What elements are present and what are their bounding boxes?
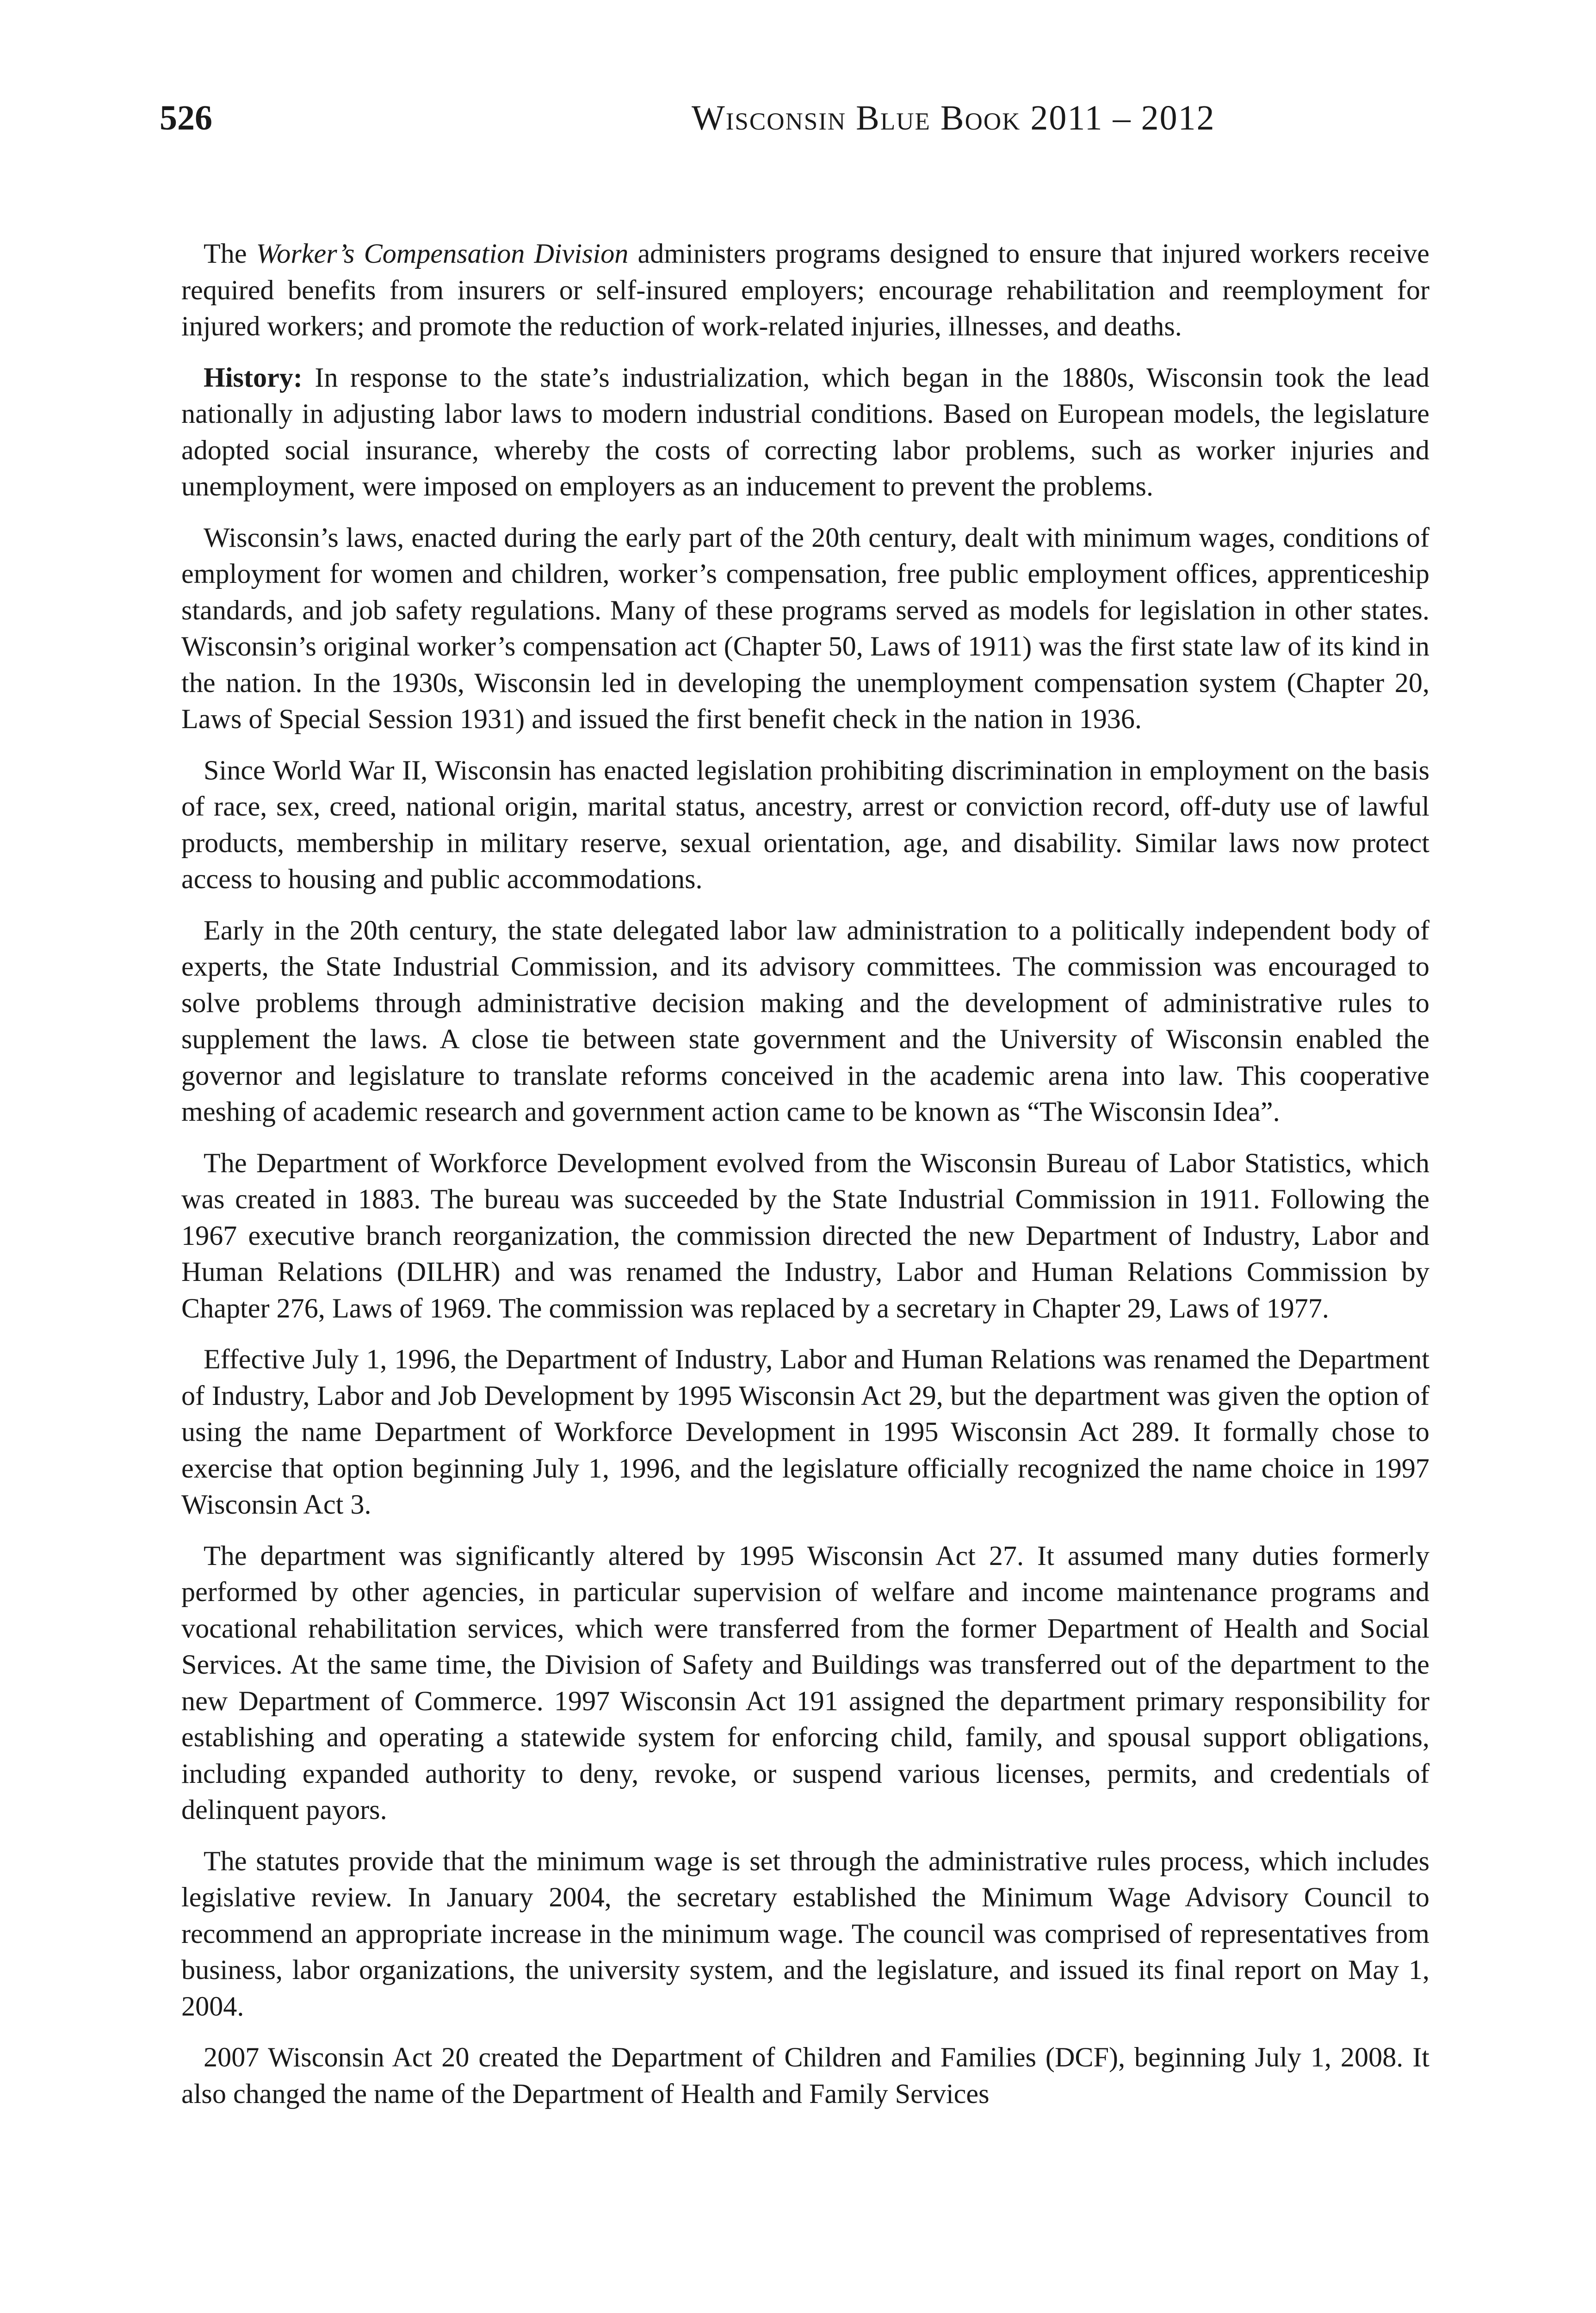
paragraph-text: administers programs designed to ensure that injured workers receive required benefits from insurers or self-insured employers; encourage rehabilitation and reemployment for injured workers; and promote the reduction of work-related injuries, illnesses, and deaths. — [181, 238, 1429, 342]
paragraph-act-27: The department was significantly altered by 1995 Wisconsin Act 27. It assumed many duties formerly performed by other agencies, in particular supervision of welfare and income maintenance programs and vocational rehabilitation services, which were transferred from the former Department of Health and Social Services. At the same time, the Division of Safety and Buildings was transferred out of the department to the new Department of Commerce. 1997 Wisconsin Act 191 assigned the department primary responsibility for establishing and operating a statewide system for enforcing child, family, and spousal support obligations, including expanded authority to deny, revoke, or suspend various licenses, permits, and credentials of delinquent payors. — [181, 1540, 1429, 1825]
page-number: 526 — [160, 99, 212, 137]
running-title-text: Wisconsin Blue Book 2011 – 2012 — [692, 99, 1215, 137]
division-name: Worker’s Compensation Division — [256, 238, 629, 269]
body-text — [181, 236, 1429, 2127]
paragraph-wisconsin-laws: Wisconsin’s laws, enacted during the early part of the 20th century, dealt with minimum wages, conditions of employment for women and children, worker’s compensation, free public employment offices, apprenticeship standards, and job safety regulations. Many of these programs served as models for legislation in other states. Wisconsin’s original worker’s compensation act (Chapter 50, Laws of 1911) was the first state law of its kind in the nation. In the 1930s, Wisconsin led in developing the unemployment compensation system (Chapter 20, Laws of Special Session 1931) and issued the first benefit check in the nation in 1936. — [181, 522, 1429, 735]
paragraph-lead-text: The — [204, 238, 256, 269]
paragraph-minimum-wage: The statutes provide that the minimum wage is set through the administrative rules process, which includes legislative review. In January 2004, the secretary established the Minimum Wage Advisory Council to recommend an appropriate increase in the minimum wage. The council was comprised of representatives from business, labor organizations, the university system, and the legislature, and issued its final report on May 1, 2004. — [181, 1845, 1429, 2022]
paragraph-department-evolution: The Department of Workforce Development evolved from the Wisconsin Bureau of Labor Statistics, which was created in 1883. The bureau was succeeded by the State Industrial Commission in 1911. Following the 1967 executive branch reorganization, the commission directed the new Department of Industry, Labor and Human Relations (DILHR) and was renamed the Industry, Labor and Human Relations Commission by Chapter 276, Laws of 1969. The commission was replaced by a secretary in Chapter 29, Laws of 1977. — [181, 1147, 1429, 1324]
page-header — [160, 95, 1420, 146]
paragraph-world-war-ii: Since World War II, Wisconsin has enacted legislation prohibiting discrimination in employment on the basis of race, sex, creed, national origin, marital status, ancestry, arrest or conviction record, off-duty use of lawful products, membership in military reserve, sexual orientation, age, and disability. Similar laws now protect access to housing and public accommodations. — [181, 755, 1429, 895]
history-heading: History: — [204, 362, 303, 393]
paragraph-text: In response to the state’s industrialization, which began in the 1880s, Wisconsin took the lead nationally in adjusting labor laws to modern industrial conditions. Based on European models, the legislature adopted social insurance, whereby the costs of correcting labor problems, such as worker injuries and unemployment, were imposed on employers as an inducement to prevent the problems. — [181, 362, 1429, 502]
paragraph-wisconsin-idea: Early in the 20th century, the state delegated labor law administration to a politically independent body of experts, the State Industrial Commission, and its advisory committees. The commission was encouraged to solve problems through administrative decision making and the development of administrative rules to supplement the laws. A close tie between state government and the University of Wisconsin enabled the governor and legislature to translate reforms conceived in the academic arena into law. This cooperative meshing of academic research and government action came to be known as “The Wisconsin Idea”. — [181, 915, 1429, 1127]
paragraph-history — [181, 360, 1429, 505]
paragraph-renaming-1996: Effective July 1, 1996, the Department of Industry, Labor and Human Relations was renamed the Department of Industry, Labor and Job Development by 1995 Wisconsin Act 29, but the department was given the option of using the name Department of Workforce Development in 1995 Wisconsin Act 289. It formally chose to exercise that option beginning July 1, 1996, and the legislature officially recognized the name choice in 1997 Wisconsin Act 3. — [181, 1344, 1429, 1520]
paragraph-dcf-creation: 2007 Wisconsin Act 20 created the Department of Children and Families (DCF), beginning July 1, 2008. It also changed the name of the Department of Health and Family Services — [181, 2042, 1429, 2109]
paragraph-workers-compensation — [181, 236, 1429, 345]
running-title — [692, 95, 1215, 141]
